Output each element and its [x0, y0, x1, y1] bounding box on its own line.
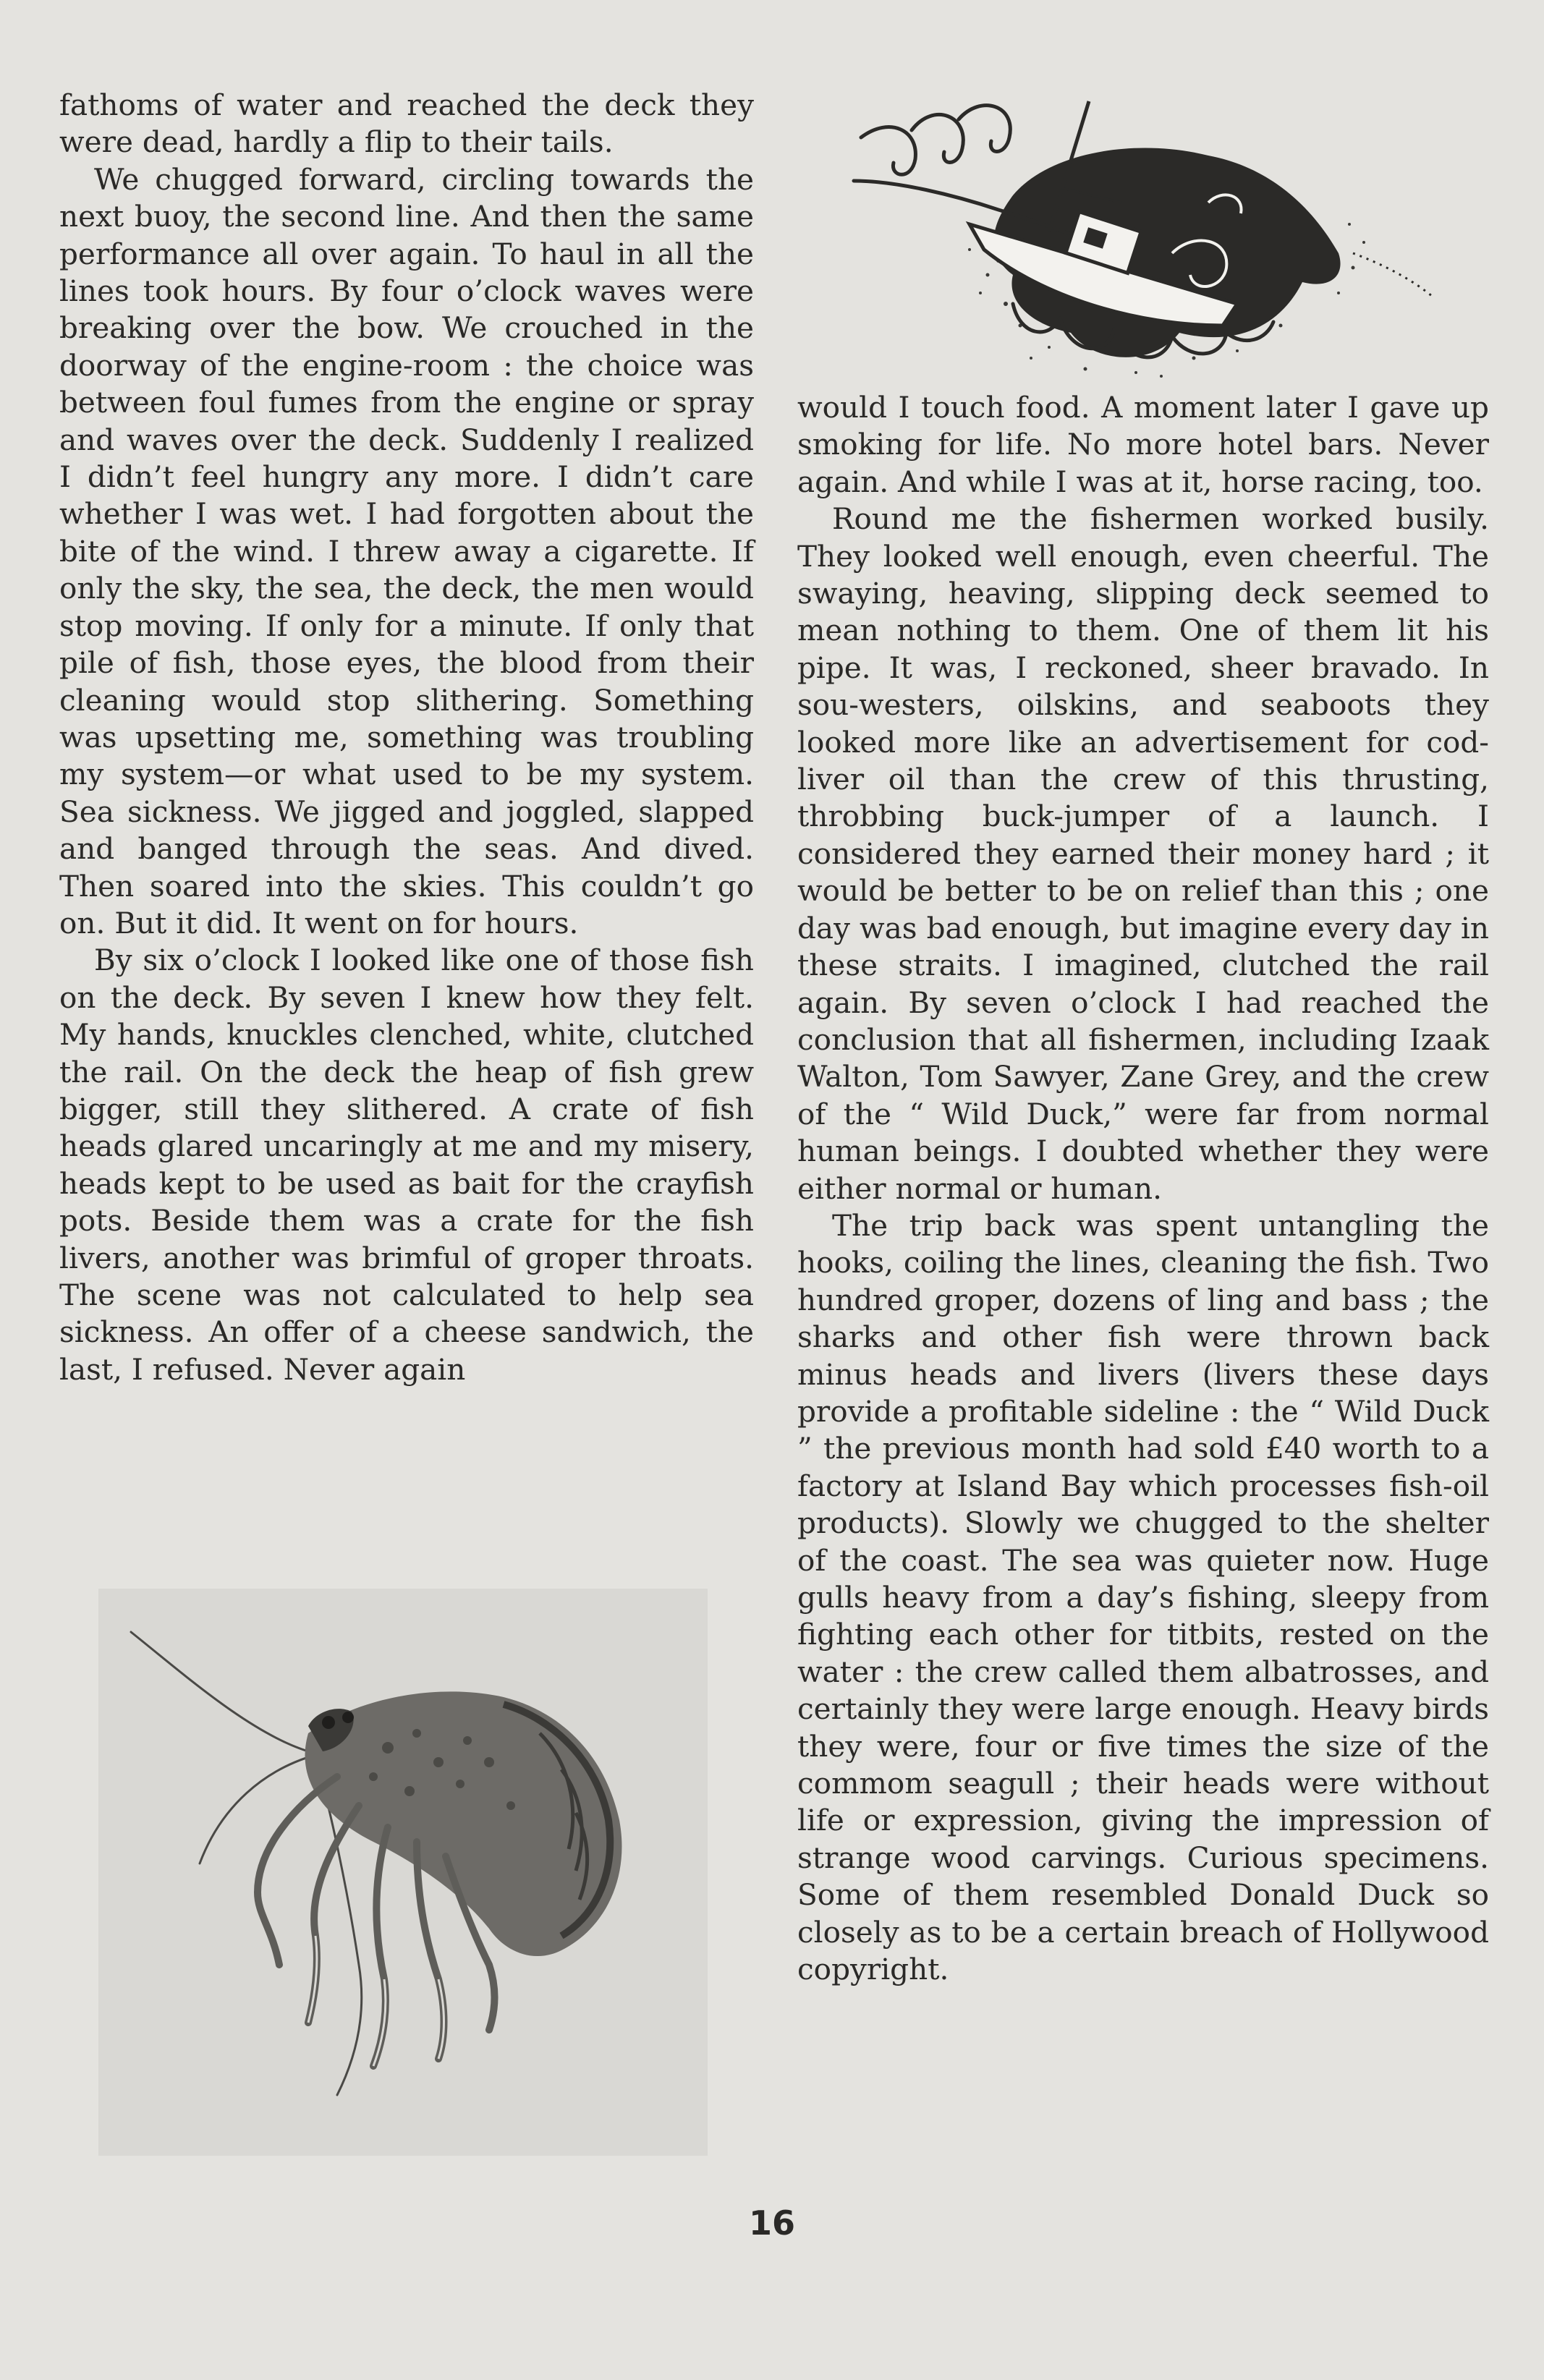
paragraph: Round me the fishermen worked busily. They looked well enough, even cheerful. The swaying, heaving, slipping deck seemed to mean nothing to them. One of them lit his pipe. It was, I reckoned, sheer bravado. In sou-westers, oilskins, and seaboots they looked more like an advertisement for cod-liver oil than the crew of this thrusting, throbbing buck-jumper of a launch. I considered they earned their money hard ; it would be better to be on relief than this ; one day was bad enough, but imagine every day in these straits. I imagined, clutched the rail again. By seven o’clock I had reached the conclusion that all fishermen, including Izaak Walton, Tom Sawyer, Zane Grey, and the crew of the “ Wild Duck,” were far from normal human beings. I doubted whether they were either normal or human.	[797, 501, 1489, 1206]
left-column	[59, 87, 754, 1388]
paragraph: By six o’clock I looked like one of those fish on the deck. By seven I knew how they felt. My hands, knuckles clenched, white, clutched the rail. On the deck the heap of fish grew bigger, still they slithered. A crate of fish heads glared uncaringly at me and my misery, heads kept to be used as bait for the crayfish pots. Beside them was a crate for the fish livers, another was brimful of groper throats. The scene was not calculated to help sea sickness. An offer of a cheese sandwich, the last, I refused. Never again	[59, 943, 754, 1387]
paragraph: would I touch food. A moment later I gave up smoking for life. No more hotel bars. Never again. And while I was at it, horse racing, too.	[797, 390, 1489, 499]
paragraph: The trip back was spent untangling the hooks, coiling the lines, cleaning the fish. Two hundred groper, dozens of ling and bass ; the sharks and other fish were thrown back minus heads and livers (livers these days provide a profitable sideline : the “ Wild Duck ” the previous month had sold £40 worth to a factory at Island Bay which processes fish-oil products). Slowly we chugged to the shelter of the coast. The sea was quieter now. Huge gulls heavy from a day’s fishing, sleepy from fighting each other for titbits, rested on the water : the crew called them albatrosses, and certainly they were large enough. Heavy birds they were, four or five times the size of the commom seagull ; their heads were without life or expression, giving the impression of strange wood carvings. Curious specimens. Some of them resembled Donald Duck so closely as to be a certain breach of Hollywood copyright.	[797, 1207, 1489, 1987]
right-column	[797, 389, 1489, 1988]
boat-sketch-image	[832, 87, 1454, 383]
boat-illustration	[832, 87, 1454, 383]
paragraph: We chugged forward, circling towards the next buoy, the second line. And then the same performance all over again. To haul in all the lines took hours. By four o’clock waves were breaking over the bow. We crouched in the doorway of the engine-room : the choice was between foul fumes from the engine or spray and waves over the deck. Suddenly I realized I didn’t feel hungry any more. I didn’t care whether I was wet. I had forgotten about the bite of the wind. I threw away a cigarette. If only the sky, the sea, the deck, the men would stop moving. If only for a minute. If only that pile of fish, those eyes, the blood from their cleaning would stop slithering. Something was upsetting me, something was troubling my system—or what used to be my system. Sea sickness. We jigged and joggled, slapped and banged through the seas. And dived. Then soared into the skies. This couldn’t go on. But it did. It went on for hours.	[59, 161, 754, 940]
paragraph: fathoms of water and reached the deck they were dead, hardly a flip to their tails.	[59, 88, 754, 160]
page-number: 16	[748, 2203, 795, 2243]
crayfish-illustration	[98, 1589, 708, 2156]
crayfish-photo	[98, 1589, 708, 2156]
